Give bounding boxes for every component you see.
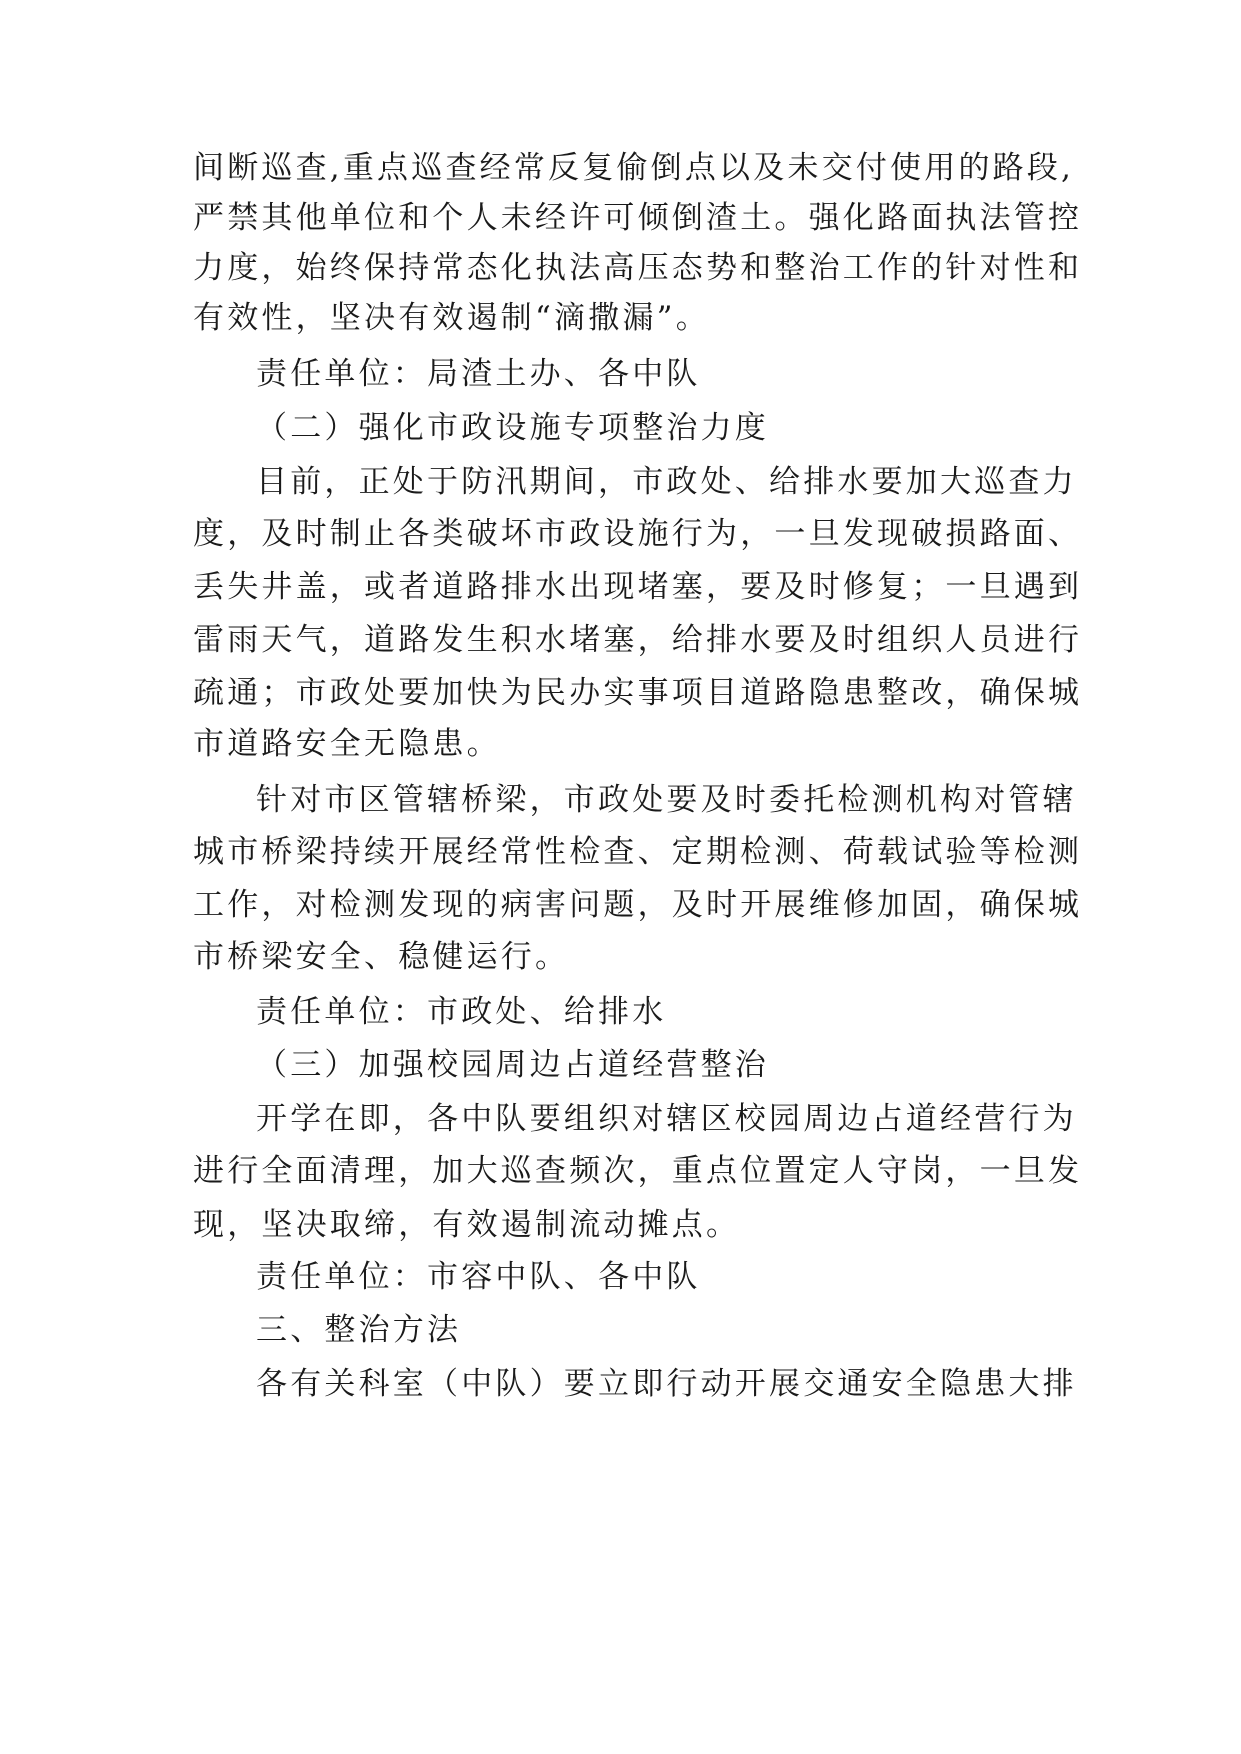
paragraph-line: 工作，对检测发现的病害问题，及时开展维修加固，确保城 <box>193 887 1083 923</box>
paragraph-line: 目前，正处于防汛期间，市政处、给排水要加大巡查力 <box>256 464 1077 500</box>
section-heading: （二）强化市政设施专项整治力度 <box>256 410 769 446</box>
paragraph-line: 丢失井盖，或者道路排水出现堵塞，要及时修复；一旦遇到 <box>193 569 1083 605</box>
paragraph-line: 市桥梁安全、稳健运行。 <box>193 939 570 975</box>
section-heading: （三）加强校园周边占道经营整治 <box>256 1047 769 1083</box>
paragraph-line: 各有关科室（中队）要立即行动开展交通安全隐患大排 <box>256 1366 1077 1402</box>
responsible-unit-line: 责任单位：市政处、给排水 <box>256 994 667 1030</box>
paragraph-line: 现，坚决取缔，有效遏制流动摊点。 <box>193 1207 741 1243</box>
responsible-unit-line: 责任单位：市容中队、各中队 <box>256 1259 701 1295</box>
paragraph-line: 疏通；市政处要加快为民办实事项目道路隐患整改，确保城 <box>193 675 1083 711</box>
paragraph-line: 雷雨天气，道路发生积水堵塞，给排水要及时组织人员进行 <box>193 622 1083 658</box>
paragraph-line: 严禁其他单位和个人未经许可倾倒渣土。强化路面执法管控 <box>193 200 1083 236</box>
section-heading: 三、整治方法 <box>256 1312 462 1348</box>
paragraph-line: 开学在即，各中队要组织对辖区校园周边占道经营行为 <box>256 1101 1077 1137</box>
paragraph-line: 有效性，坚决有效遏制“滴撒漏”。 <box>193 300 710 336</box>
paragraph-line: 度，及时制止各类破坏市政设施行为，一旦发现破损路面、 <box>193 516 1083 552</box>
paragraph-line: 针对市区管辖桥梁，市政处要及时委托检测机构对管辖 <box>256 782 1077 818</box>
paragraph-line: 市道路安全无隐患。 <box>193 726 501 762</box>
responsible-unit-line: 责任单位：局渣土办、各中队 <box>256 356 701 392</box>
paragraph-line: 城市桥梁持续开展经常性检查、定期检测、荷载试验等检测 <box>193 834 1083 870</box>
paragraph-line: 进行全面清理，加大巡查频次，重点位置定人守岗，一旦发 <box>193 1153 1083 1189</box>
paragraph-line: 力度，始终保持常态化执法高压态势和整治工作的针对性和 <box>193 250 1083 286</box>
paragraph-line: 间断巡查,重点巡查经常反复偷倒点以及未交付使用的路段, <box>193 150 1075 186</box>
